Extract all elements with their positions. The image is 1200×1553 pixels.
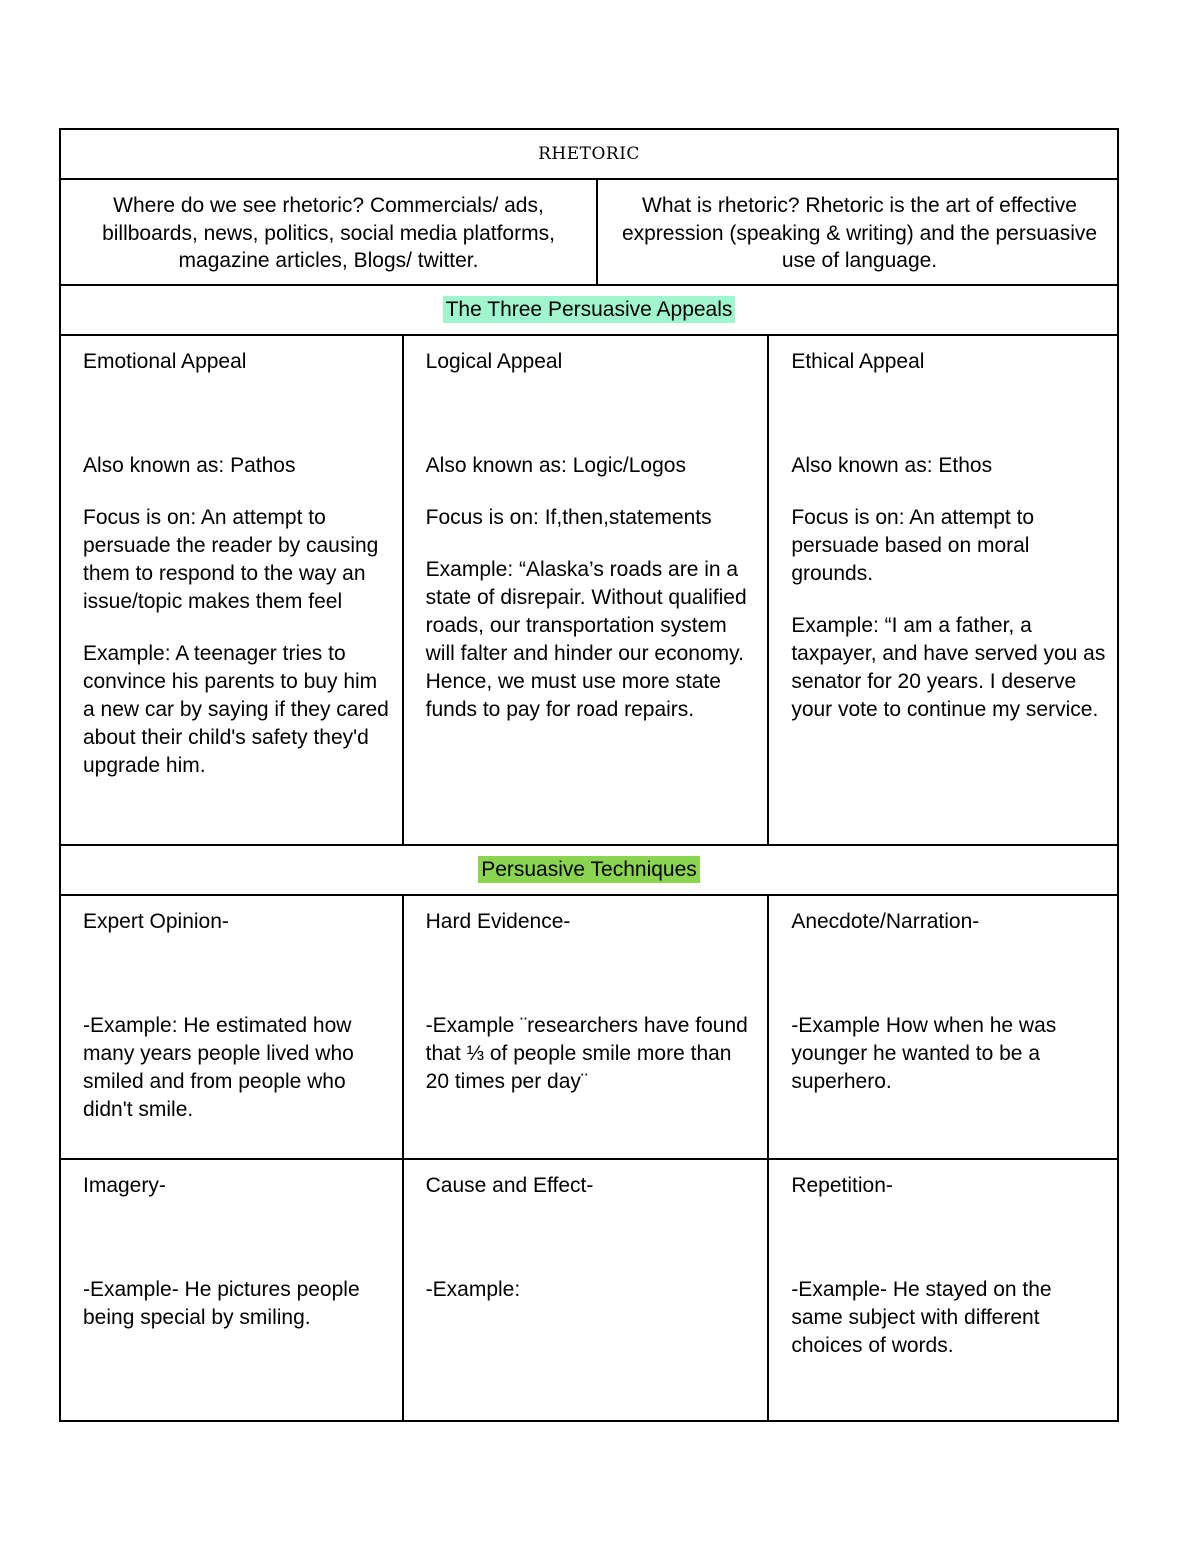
- appeal-name: Ethical Appeal: [791, 350, 925, 373]
- rhetoric-table: [59, 128, 1119, 1422]
- appeal-name: Emotional Appeal: [83, 350, 247, 373]
- appeals-heading-cell: [60, 285, 1118, 335]
- appeal-cell-ethical: [768, 335, 1118, 845]
- technique-name: Cause and Effect-: [425, 1174, 594, 1197]
- techniques-heading: Persuasive Techniques: [478, 856, 700, 883]
- intro-container: [60, 179, 1118, 285]
- where-cell: [61, 180, 597, 284]
- technique-cell-repetition: [768, 1159, 1118, 1421]
- technique-example: -Example- He stayed on the same subject with different choices of words.: [791, 1278, 1052, 1357]
- technique-cell-imagery: [60, 1159, 403, 1421]
- appeal-name: Logical Appeal: [425, 350, 563, 373]
- techniques-heading-row: [60, 845, 1118, 895]
- technique-name: Anecdote/Narration-: [791, 910, 980, 933]
- technique-name: Expert Opinion-: [83, 910, 229, 933]
- appeal-example: Example: “I am a father, a taxpayer, and have served you as senator for 20 years. I deserve your vote to continue my service.: [791, 614, 1106, 721]
- technique-example: -Example How when he was younger he wanted to be a superhero.: [791, 1014, 1057, 1093]
- intro-split: [61, 180, 1118, 284]
- rhetoric-worksheet: [59, 128, 1119, 1423]
- appeal-aka: Also known as: Logic/Logos: [425, 454, 686, 477]
- technique-example: -Example- He pictures people being special by smiling.: [83, 1278, 360, 1329]
- worksheet-title-text: RHETORIC: [538, 144, 640, 164]
- technique-name: Imagery-: [83, 1174, 166, 1197]
- technique-example: -Example: He estimated how many years people lived who smiled and from people who didn't smile.: [83, 1014, 354, 1121]
- appeal-focus: Focus is on: If,then,statements: [425, 506, 712, 529]
- technique-cell-cause-effect: [403, 1159, 769, 1421]
- what-cell: [597, 180, 1118, 284]
- technique-cell-expert-opinion: [60, 895, 403, 1159]
- techniques-heading-cell: [60, 845, 1118, 895]
- techniques-row-2: [60, 1159, 1118, 1421]
- technique-cell-hard-evidence: [403, 895, 769, 1159]
- worksheet-title: [60, 129, 1118, 179]
- technique-example: -Example ¨researchers have found that ⅓ of people smile more than 20 times per day¨: [425, 1014, 748, 1093]
- what-text: What is rhetoric? Rhetoric is the art of effective expression (speaking & writing) and the persuasive use of language.: [621, 194, 1098, 272]
- appeals-row: [60, 335, 1118, 845]
- technique-cell-anecdote: [768, 895, 1118, 1159]
- appeal-example: Example: “Alaska’s roads are in a state of disrepair. Without qualified roads, our transportation system will falter and hinder our economy. Hence, we must use more state funds to pay for road repairs.: [425, 558, 747, 721]
- appeal-cell-logical: [403, 335, 769, 845]
- appeal-aka: Also known as: Ethos: [791, 454, 993, 477]
- technique-name: Repetition-: [791, 1174, 893, 1197]
- appeal-focus: Focus is on: An attempt to persuade the reader by causing them to respond to the way an issue/topic makes them feel: [83, 506, 379, 613]
- appeals-heading: The Three Persuasive Appeals: [443, 296, 736, 323]
- where-text: Where do we see rhetoric? Commercials/ ads, billboards, news, politics, social media platforms, magazine articles, Blogs/ twitter.: [102, 194, 555, 272]
- appeals-heading-row: [60, 285, 1118, 335]
- appeal-aka: Also known as: Pathos: [83, 454, 296, 477]
- techniques-row-1: [60, 895, 1118, 1159]
- technique-example: -Example:: [425, 1278, 521, 1301]
- appeal-cell-emotional: [60, 335, 403, 845]
- title-row: [60, 129, 1118, 179]
- technique-name: Hard Evidence-: [425, 910, 571, 933]
- appeal-example: Example: A teenager tries to convince his parents to buy him a new car by saying if they cared about their child's safety they'd upgrade him.: [83, 642, 389, 777]
- intro-row: [60, 179, 1118, 285]
- appeal-focus: Focus is on: An attempt to persuade based on moral grounds.: [791, 506, 1035, 585]
